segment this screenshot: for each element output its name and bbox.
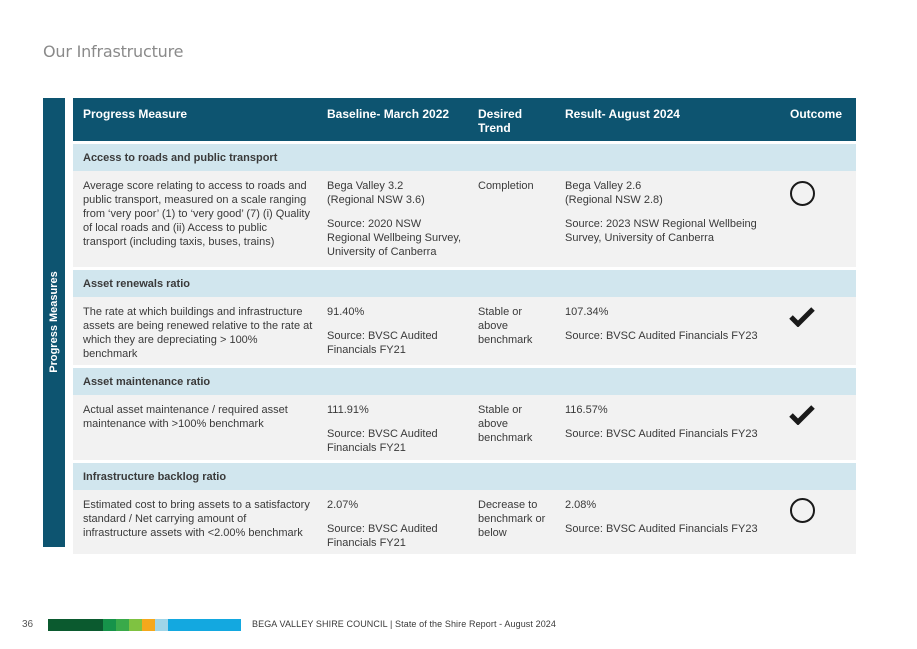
baseline-cell	[327, 305, 467, 357]
result-value: 107.34%	[565, 306, 609, 318]
result-cell	[565, 403, 765, 441]
baseline-cell	[327, 498, 467, 550]
trend-text: Stable or above benchmark	[478, 306, 533, 346]
baseline-source: Source: BVSC Audited Financials FY21	[327, 523, 438, 549]
trend-text: Stable or above benchmark	[478, 404, 533, 444]
table-row	[73, 490, 856, 554]
circle-icon	[790, 181, 815, 206]
measure-text: Actual asset maintenance / required asset maintenance with >100% benchmark	[83, 404, 288, 430]
section-title: Infrastructure backlog ratio	[83, 471, 227, 483]
baseline-source: Source: 2020 NSW Regional Wellbeing Survey, University of Canberra	[327, 218, 462, 258]
header-result: Result- August 2024	[565, 107, 680, 121]
result-source: Source: BVSC Audited Financials FY23	[565, 523, 758, 535]
baseline-value: 111.91%	[327, 404, 369, 416]
measure-text: The rate at which buildings and infrastructure assets are being renewed relative to the rate at which they are depreciating > 100% benchmark	[83, 306, 313, 360]
result-source: Source: 2023 NSW Regional Wellbeing Survey, University of Canberra	[565, 218, 757, 244]
result-cell	[565, 498, 765, 536]
section-title-maintenance	[73, 368, 856, 395]
baseline-value: Bega Valley 3.2 (Regional NSW 3.6)	[327, 180, 425, 206]
measure-text: Average score relating to access to roads and public transport, measured on a scale ranging from ‘very poor’ (1) to ‘very good’ (7) (i) Quality of local roads and (ii) Access to public transport (including taxis, buses, trains)	[83, 180, 310, 248]
table-row	[73, 395, 856, 460]
progress-table	[73, 98, 856, 554]
baseline-value: 91.40%	[327, 306, 365, 318]
baseline-value: 2.07%	[327, 499, 359, 511]
page-title: Our Infrastructure	[43, 42, 184, 61]
checkmark-icon	[789, 405, 815, 425]
side-label: Progress Measures	[48, 271, 60, 373]
result-value: 2.08%	[565, 499, 597, 511]
baseline-cell	[327, 403, 467, 455]
section-title: Asset renewals ratio	[83, 278, 190, 290]
trend-text: Completion	[478, 180, 534, 192]
header-measure: Progress Measure	[83, 107, 188, 121]
baseline-source: Source: BVSC Audited Financials FY21	[327, 330, 438, 356]
table-header	[73, 98, 856, 141]
section-title: Asset maintenance ratio	[83, 376, 211, 388]
footer-text: BEGA VALLEY SHIRE COUNCIL | State of the Shire Report - August 2024	[252, 619, 557, 629]
header-baseline: Baseline- March 2022	[327, 107, 450, 121]
trend-text: Decrease to benchmark or below	[478, 499, 546, 539]
table-row	[73, 171, 856, 267]
baseline-cell	[327, 179, 467, 259]
result-source: Source: BVSC Audited Financials FY23	[565, 428, 758, 440]
checkmark-icon	[789, 307, 815, 327]
result-cell	[565, 305, 765, 343]
result-value: Bega Valley 2.6 (Regional NSW 2.8)	[565, 180, 663, 206]
section-title-renewals	[73, 270, 856, 297]
page-number: 36	[22, 619, 34, 630]
section-title-backlog	[73, 463, 856, 490]
header-outcome: Outcome	[790, 107, 843, 121]
circle-icon	[790, 498, 815, 523]
table-row	[73, 297, 856, 365]
header-trend: Desired Trend	[478, 107, 523, 135]
section-title-roads	[73, 144, 856, 171]
section-title: Access to roads and public transport	[83, 152, 278, 164]
result-value: 116.57%	[565, 404, 608, 416]
measure-text: Estimated cost to bring assets to a satisfactory standard / Net carrying amount of infrastructure assets with <2.00% benchmark	[83, 499, 310, 539]
result-source: Source: BVSC Audited Financials FY23	[565, 330, 758, 342]
result-cell	[565, 179, 765, 245]
baseline-source: Source: BVSC Audited Financials FY21	[327, 428, 438, 454]
